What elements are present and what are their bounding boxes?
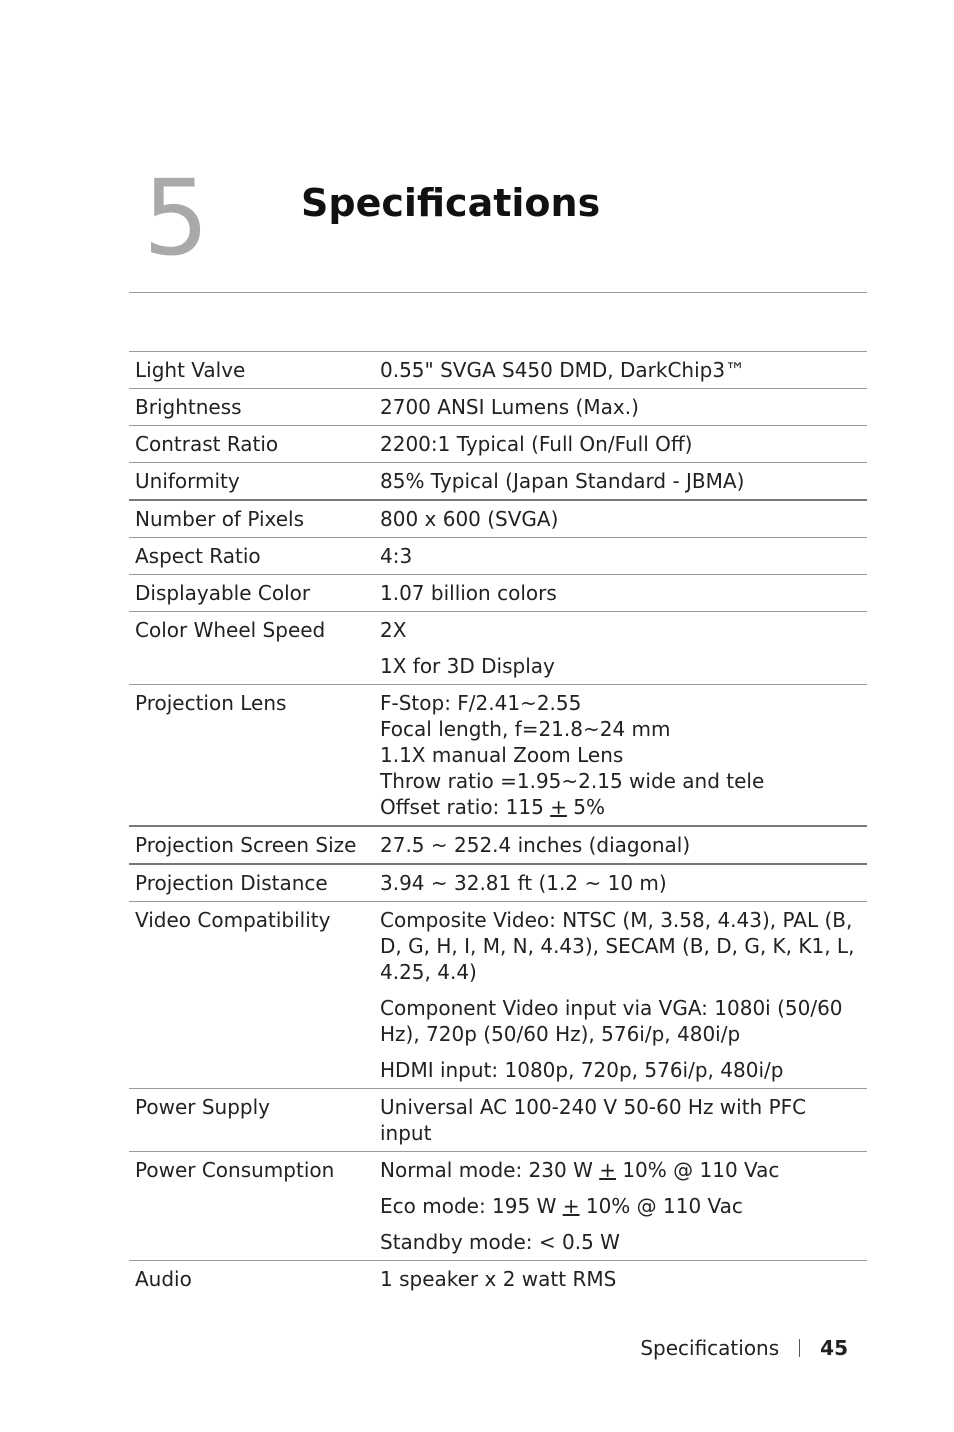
specifications-table [129, 351, 867, 1297]
spec-value-line: Universal AC 100-240 V 50-60 Hz with PFC input [380, 1095, 807, 1145]
spec-value-line: 2X [380, 618, 407, 642]
chapter-title: Specifications [301, 181, 601, 225]
spec-row [129, 902, 867, 991]
spec-value-line: 4:3 [380, 544, 413, 568]
spec-value [374, 612, 867, 649]
spec-value-line: 85% Typical (Japan Standard - JBMA) [380, 469, 745, 493]
spec-value: Standby mode: < 0.5 W [380, 1230, 620, 1254]
spec-label: Color Wheel Speed [135, 618, 326, 642]
spec-row-continuation [129, 990, 867, 1052]
spec-value: Eco mode: 195 W + 10% @ 110 Vac [380, 1194, 743, 1218]
spec-value [374, 685, 867, 827]
spec-value-line: 3.94 ~ 32.81 ft (1.2 ~ 10 m) [380, 871, 667, 895]
spec-value-line: Focal length, f=21.8~24 mm [380, 717, 671, 741]
spec-label-empty [129, 1052, 374, 1089]
spec-value [374, 1089, 867, 1152]
spec-label-empty [129, 648, 374, 685]
spec-label: Number of Pixels [135, 507, 305, 531]
spec-row [129, 826, 867, 864]
spec-value: HDMI input: 1080p, 720p, 576i/p, 480i/p [380, 1058, 784, 1082]
spec-label-empty [129, 1224, 374, 1261]
spec-value [374, 864, 867, 902]
spec-value-line: 800 x 600 (SVGA) [380, 507, 559, 531]
spec-row-continuation [129, 648, 867, 685]
spec-value [374, 902, 867, 991]
spec-value: Component Video input via VGA: 1080i (50/60 Hz), 720p (50/60 Hz), 576i/p, 480i/p [380, 996, 843, 1046]
spec-value: 1X for 3D Display [380, 654, 555, 678]
spec-value-line: 27.5 ~ 252.4 inches (diagonal) [380, 833, 691, 857]
spec-row [129, 1089, 867, 1152]
spec-value-line: 0.55" SVGA S450 DMD, DarkChip3™ [380, 358, 746, 382]
spec-value-line: 1 speaker x 2 watt RMS [380, 1267, 617, 1291]
spec-value-line: 1.07 billion colors [380, 581, 557, 605]
spec-value-line: Normal mode: 230 W + 10% @ 110 Vac [380, 1158, 780, 1182]
spec-row [129, 1261, 867, 1298]
spec-label: Projection Distance [135, 871, 328, 895]
spec-label: Light Valve [135, 358, 246, 382]
spec-value [374, 575, 867, 612]
spec-label: Displayable Color [135, 581, 311, 605]
spec-value [374, 826, 867, 864]
spec-value-line: 1.1X manual Zoom Lens [380, 743, 624, 767]
spec-label: Audio [135, 1267, 192, 1291]
plus-minus-symbol: + [599, 1158, 616, 1182]
spec-value [374, 500, 867, 538]
spec-label: Brightness [135, 395, 242, 419]
spec-value-line: F-Stop: F/2.41~2.55 [380, 691, 582, 715]
spec-row [129, 685, 867, 827]
spec-row [129, 1152, 867, 1189]
spec-label: Contrast Ratio [135, 432, 279, 456]
spec-row [129, 426, 867, 463]
spec-row [129, 389, 867, 426]
spec-label: Uniformity [135, 469, 240, 493]
spec-row [129, 575, 867, 612]
spec-label: Projection Lens [135, 691, 287, 715]
plus-minus-symbol: + [562, 1194, 580, 1218]
spec-row [129, 463, 867, 501]
spec-value [374, 463, 867, 501]
spec-value-line: 2700 ANSI Lumens (Max.) [380, 395, 639, 419]
page-number: 45 [820, 1336, 848, 1360]
spec-value [374, 1152, 867, 1189]
plus-minus-symbol: + [550, 795, 567, 819]
spec-label: Power Supply [135, 1095, 270, 1119]
spec-value-line: Offset ratio: 115 + 5% [380, 795, 606, 819]
spec-label: Projection Screen Size [135, 833, 357, 857]
spec-row [129, 538, 867, 575]
spec-row [129, 864, 867, 902]
spec-value [374, 1261, 867, 1298]
spec-value [374, 389, 867, 426]
spec-label-empty [129, 1188, 374, 1224]
chapter-number: 5 [143, 157, 210, 279]
spec-label-empty [129, 990, 374, 1052]
spec-label: Video Compatibility [135, 908, 331, 932]
spec-row-continuation [129, 1052, 867, 1089]
header-divider [129, 292, 867, 293]
spec-value-line: 2200:1 Typical (Full On/Full Off) [380, 432, 693, 456]
page-footer [640, 1336, 848, 1360]
footer-section-name: Specifications [640, 1336, 780, 1360]
spec-row [129, 352, 867, 389]
spec-row-continuation [129, 1224, 867, 1261]
spec-value [374, 352, 867, 389]
spec-label: Aspect Ratio [135, 544, 261, 568]
spec-row [129, 500, 867, 538]
spec-value [374, 538, 867, 575]
footer-separator [799, 1339, 800, 1357]
spec-row [129, 612, 867, 649]
spec-value-line: Throw ratio =1.95~2.15 wide and tele [380, 769, 765, 793]
spec-row-continuation [129, 1188, 867, 1224]
spec-value [374, 426, 867, 463]
spec-label: Power Consumption [135, 1158, 335, 1182]
spec-value-line: Composite Video: NTSC (M, 3.58, 4.43), PAL (B, D, G, H, I, M, N, 4.43), SECAM (B, D, G, K, K1, L, 4.25, 4.4) [380, 908, 855, 984]
